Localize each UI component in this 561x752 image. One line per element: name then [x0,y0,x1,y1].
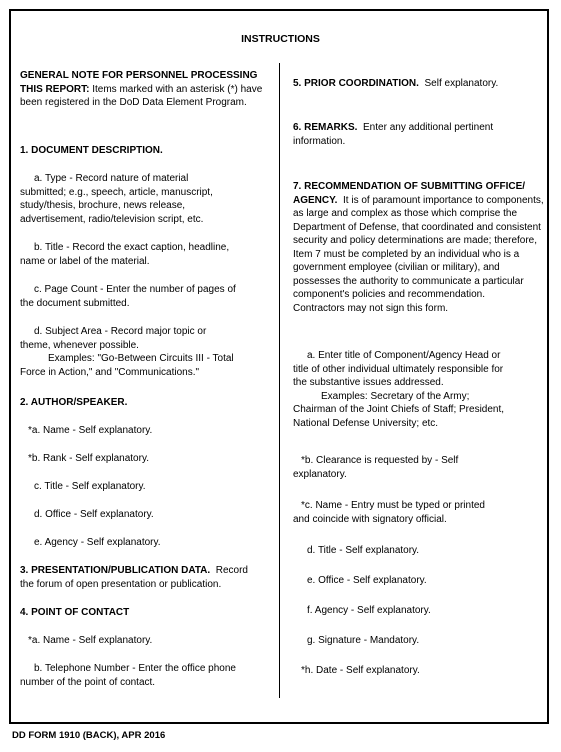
item-2a: *a. Name - Self explanatory. [28,425,153,436]
item-1c-line: c. Page Count - Enter the number of pages of [34,284,236,295]
general-note-heading: GENERAL NOTE FOR PERSONNEL PROCESSING THIS REPORT: [20,70,258,95]
item-4b-line: number of the point of contact. [20,676,156,688]
section-5 [293,77,551,91]
item-7e: e. Office - Self explanatory. [307,575,427,586]
item-7b-line: *b. Clearance is requested by - Self [301,455,459,466]
item-1b-line: name or label of the material. [20,255,150,267]
item-7a-line: a. Enter title of Component/Agency Head or [307,350,501,361]
section-6 [293,121,551,148]
item-4b [20,662,272,689]
item-4a: *a. Name - Self explanatory. [28,635,153,646]
section-3-body: Record [215,565,248,576]
section-7-heading-cont: AGENCY. [293,194,338,206]
item-1a-line: submitted; e.g., speech, article, manuscript, [20,186,213,198]
item-1d [20,325,272,379]
section-2-heading: 2. AUTHOR/SPEAKER. [20,397,128,408]
item-7c-line: *c. Name - Entry must be typed or printed [301,500,485,511]
section-7-body: It is of paramount importance to components, [343,194,544,206]
form-footer: DD FORM 1910 (BACK), APR 2016 [12,730,166,741]
general-note [20,69,272,110]
item-7g: g. Signature - Mandatory. [307,635,420,646]
section-7-body-line: security and policy determinations are made; therefore, [293,235,538,246]
item-1a-line: a. Type - Record nature of material [34,173,189,184]
item-4b-line: b. Telephone Number - Enter the office phone [34,663,236,674]
item-2d: d. Office - Self explanatory. [34,509,154,520]
section-3-heading: 3. PRESENTATION/PUBLICATION DATA. [20,565,211,576]
item-7a-line: National Defense University; etc. [293,417,439,429]
section-6-body: Enter any additional pertinent [363,122,494,133]
item-7a-line: title of other individual ultimately responsible for [293,363,504,375]
section-3 [20,564,272,591]
instructions-title: INSTRUCTIONS [241,33,320,45]
item-7b [293,454,551,481]
item-7a-line: the substantive issues addressed. [293,377,444,388]
section-7-body-line: Contractors may not sign this form. [293,302,449,314]
item-2e: e. Agency - Self explanatory. [34,537,161,548]
section-5-heading: 5. PRIOR COORDINATION. [293,78,419,89]
item-1a-line: study/thesis, brochure, news release, [20,200,186,211]
section-7-body-line: as large and complex as those which comprise the [293,208,518,219]
section-4-heading: 4. POINT OF CONTACT [20,607,130,618]
item-7a-line: Examples: Secretary of the Army; [321,390,470,402]
section-7-body-line: Department of Defense, that coordinated and consistent [293,221,541,233]
item-1d-line: Force in Action," and "Communications." [20,366,200,378]
item-7d: d. Title - Self explanatory. [307,545,420,556]
section-6-body-line: information. [293,135,346,147]
section-7 [293,180,551,315]
item-7a [293,349,551,430]
section-6-heading: 6. REMARKS. [293,122,358,133]
section-7-body-line: Item 7 must be completed by an individual who is a [293,248,520,260]
item-7b-line: explanatory. [293,468,347,480]
item-7c [293,499,551,526]
item-1d-line: theme, whenever possible. [20,339,139,351]
section-7-heading: 7. RECOMMENDATION OF SUBMITTING OFFICE/ [293,181,526,192]
section-7-body-line: government employee (civilian or military), and [293,262,500,273]
general-note-body: Items marked with an asterisk (*) have been registered in the DoD Data Element Program. [20,83,263,108]
item-7h: *h. Date - Self explanatory. [301,665,420,676]
section-7-body-line: possesses the authority to communicate a particular [293,275,524,287]
item-1d-line: d. Subject Area - Record major topic or [34,326,207,337]
item-1b-line: b. Title - Record the exact caption, headline, [34,242,230,253]
item-7a-line: Chairman of the Joint Chiefs of Staff; President, [293,404,505,415]
item-7c-line: and coincide with signatory official. [293,513,447,525]
item-2b: *b. Rank - Self explanatory. [28,453,149,464]
item-1c-line: the document submitted. [20,297,130,309]
item-7f: f. Agency - Self explanatory. [307,605,431,616]
item-1d-line: Examples: "Go-Between Circuits III - Total [48,353,234,364]
item-1b [20,241,272,268]
column-divider [279,63,280,698]
section-3-body-line: the forum of open presentation or publication. [20,578,222,590]
item-1c [20,283,272,310]
item-1a-line: advertisement, radio/television script, etc. [20,213,204,225]
section-7-body-line: component's policies and recommendation. [293,289,486,300]
section-5-body: Self explanatory. [424,78,499,89]
item-1a [20,172,272,226]
section-1-heading: 1. DOCUMENT DESCRIPTION. [20,145,163,156]
item-2c: c. Title - Self explanatory. [34,481,146,492]
